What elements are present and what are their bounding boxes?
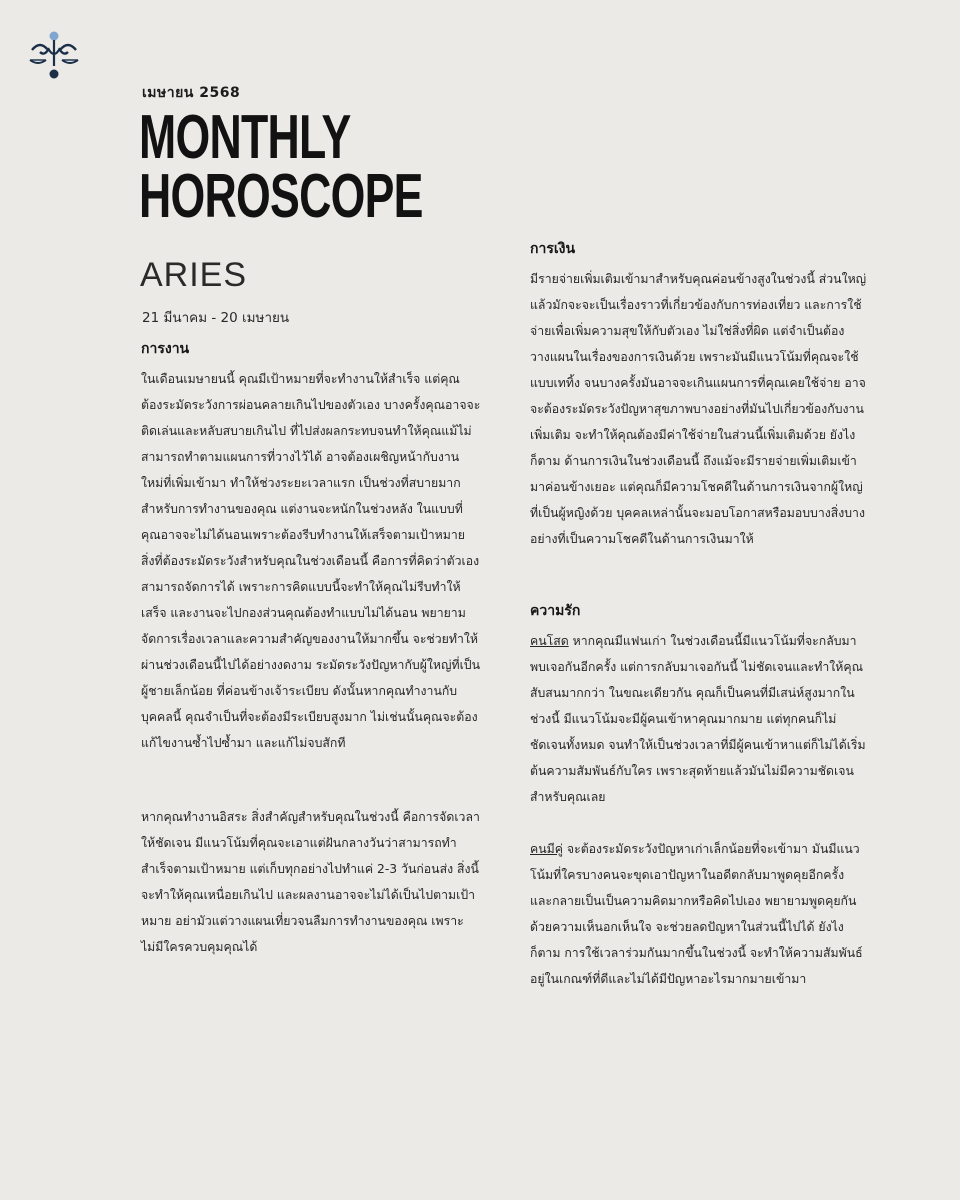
zodiac-date-range: 21 มีนาคม - 20 เมษายน (142, 310, 290, 326)
right-column (530, 238, 870, 992)
brand-logo (26, 30, 82, 82)
love-couple-text: จะต้องระมัดระวังปัญหาเก่าเล็กน้อยที่จะเข้ามา มันมีแนวโน้มที่ใครบางคนจะขุดเอาปัญหาในอดีตกลับมาพูดคุยอีกครั้ง และกลายเป็นเป็นความคิดมากหรือคิดไปเอง พยายามพูดคุยกันด้วยความเห็นอกเห็นใจ จะช่วยลดปัญหาในส่วนนี้ไปได้ ยังไงก็ตาม การใช้เวลาร่วมกันมากขึ้นในช่วงนี้ จะทำให้ความสัมพันธ์อยู่ในเกณฑ์ที่ดีและไม่ได้มีปัญหาอะไรมากมายเข้ามา (530, 842, 863, 986)
love-couple-paragraph (530, 836, 870, 992)
title-line-horoscope: HOROSCOPE (139, 162, 423, 231)
love-single-label: คนโสด (530, 634, 569, 648)
title-line-monthly: MONTHLY (139, 103, 351, 172)
work-paragraph-2: หากคุณทำงานอิสระ สิ่งสำคัญสำหรับคุณในช่วงนี้ คือการจัดเวลาให้ชัดเจน มีแนวโน้มที่คุณจะเอาแต่ฝันกลางวันว่าสามารถทำสำเร็จตามเป้าหมาย แต่เก็บทุกอย่างไปทำแค่ 2-3 วันก่อนส่ง สิ่งนี้จะทำให้คุณเหนื่อยเกินไป และผลงานอาจจะไม่ได้เป็นไปตามเป้าหมาย อย่ามัวแต่วางแผนเที่ยวจนลืมการทำงานของคุณ เพราะไม่มีใครควบคุมคุณได้ (141, 810, 480, 954)
love-heading: ความรัก (530, 603, 581, 619)
month-label: เมษายน 2568 (142, 85, 241, 101)
libra-scale-icon (26, 30, 82, 82)
left-column (141, 338, 481, 960)
spacer (530, 552, 870, 600)
finance-heading: การเงิน (530, 241, 576, 257)
spacer (141, 756, 481, 804)
work-heading: การงาน (141, 341, 190, 357)
finance-section (530, 238, 870, 552)
love-single-text: หากคุณมีแฟนเก่า ในช่วงเดือนนี้มีแนวโน้มที่จะกลับมาพบเจอกันอีกครั้ง แต่การกลับมาเจอกันนี้ ไม่ชัดเจนและทำให้คุณสับสนมากกว่า ในขณะเดียวกัน คุณก็เป็นคนที่มีเสน่ห์สูงมากในช่วงนี้ มีแนวโน้มจะมีผู้คนเข้าหาคุณมากมาย แต่ทุกคนก็ไม่ชัดเจนทั้งหมด จนทำให้เป็นช่วงเวลาที่มีผู้คนเข้าหาแต่ก็ไม่ได้เริ่มต้นความสัมพันธ์กับใคร เพราะสุดท้ายแล้วมันไม่มีความชัดเจนสำหรับคุณเลย (530, 634, 866, 804)
zodiac-sign-name: ARIES (140, 256, 248, 294)
love-section (530, 600, 870, 992)
work-paragraph-1: ในเดือนเมษายนนี้ คุณมีเป้าหมายที่จะทำงานให้สำเร็จ แต่คุณต้องระมัดระวังการผ่อนคลายเกินไปของตัวเอง บางครั้งคุณอาจจะติดเล่นและหลับสบายเกินไป ที่ไปส่งผลกระทบจนทำให้คุณแม้ไม่สามารถทำตามแผนการที่วางไว้ได้ อาจต้องเผชิญหน้ากับงานใหม่ที่เพิ่มเข้ามา ทำให้ช่วงระยะเวลาแรก เป็นช่วงที่สบายมากสำหรับการทำงานของคุณ แต่งานจะหนักในช่วงหลัง ในแบบที่คุณอาจจะไม่ได้นอนเพราะต้องรีบทำงานให้เสร็จตามเป้าหมาย สิ่งที่ต้องระมัดระวังสำหรับคุณในช่วงเดือนนี้ คือการที่คิดว่าตัวเองสามารถจัดการได้ เพราะการคิดแบบนี้จะทำให้คุณไม่รีบทำให้เสร็จ และงานจะไปกองส่วนคุณต้องทำแบบไม่ได้นอน พยายามจัดการเรื่องเวลาและความสำคัญของงานให้มากขึ้น จะช่วยทำให้ผ่านช่วงเดือนนี้ไปได้อย่างงดงาม ระมัดระวังปัญหากับผู้ใหญ่ที่เป็นผู้ชายเล็กน้อย ที่ค่อนข้างเจ้าระเบียบ ดังนั้นหากคุณทำงานกับบุคคลนี้ คุณจำเป็นที่จะต้องมีระเบียบสูงมาก ไม่เช่นนั้นคุณจะต้องแก้ไขงานซ้ำไปซ้ำมา และแก้ไม่จบสักที (141, 372, 481, 750)
finance-paragraph: มีรายจ่ายเพิ่มเติมเข้ามาสำหรับคุณค่อนข้างสูงในช่วงนี้ ส่วนใหญ่แล้วมักจะจะเป็นเรื่องราวที่เกี่ยวข้องกับการท่องเที่ยว และการใช้จ่ายเพื่อเพิ่มความสุขให้กับตัวเอง ไม่ใช่สิ่งที่ผิด แต่จำเป็นต้องวางแผนในเรื่องของการเงินด้วย เพราะมันมีแนวโน้มที่คุณจะใช้แบบเททิ้ง จนบางครั้งมันอาจจะเกินแผนการที่คุณเคยใช้จ่าย อาจจะต้องระมัดระวังปัญหาสุขภาพบางอย่างที่มันไปเกี่ยวข้องกับงานเพิ่มเติม จะทำให้คุณต้องมีค่าใช้จ่ายในส่วนนี้เพิ่มเติมด้วย ยังไงก็ตาม ด้านการเงินในช่วงเดือนนี้ ถึงแม้จะมีรายจ่ายเพิ่มเติมเข้ามาค่อนข้างเยอะ แต่คุณก็มีความโชคดีในด้านการเงินจากผู้ใหญ่ที่เป็นผู้หญิงด้วย บุคคลเหล่านั้นจะมอบโอกาสหรือมอบบางสิ่งบางอย่างที่เป็นความโชคดีในด้านการเงินมาให้ (530, 272, 867, 546)
love-couple-label: คนมีคู่ (530, 842, 563, 856)
page-title (139, 103, 423, 231)
spacer (530, 810, 870, 836)
work-section (141, 338, 481, 960)
love-single-paragraph (530, 628, 870, 810)
